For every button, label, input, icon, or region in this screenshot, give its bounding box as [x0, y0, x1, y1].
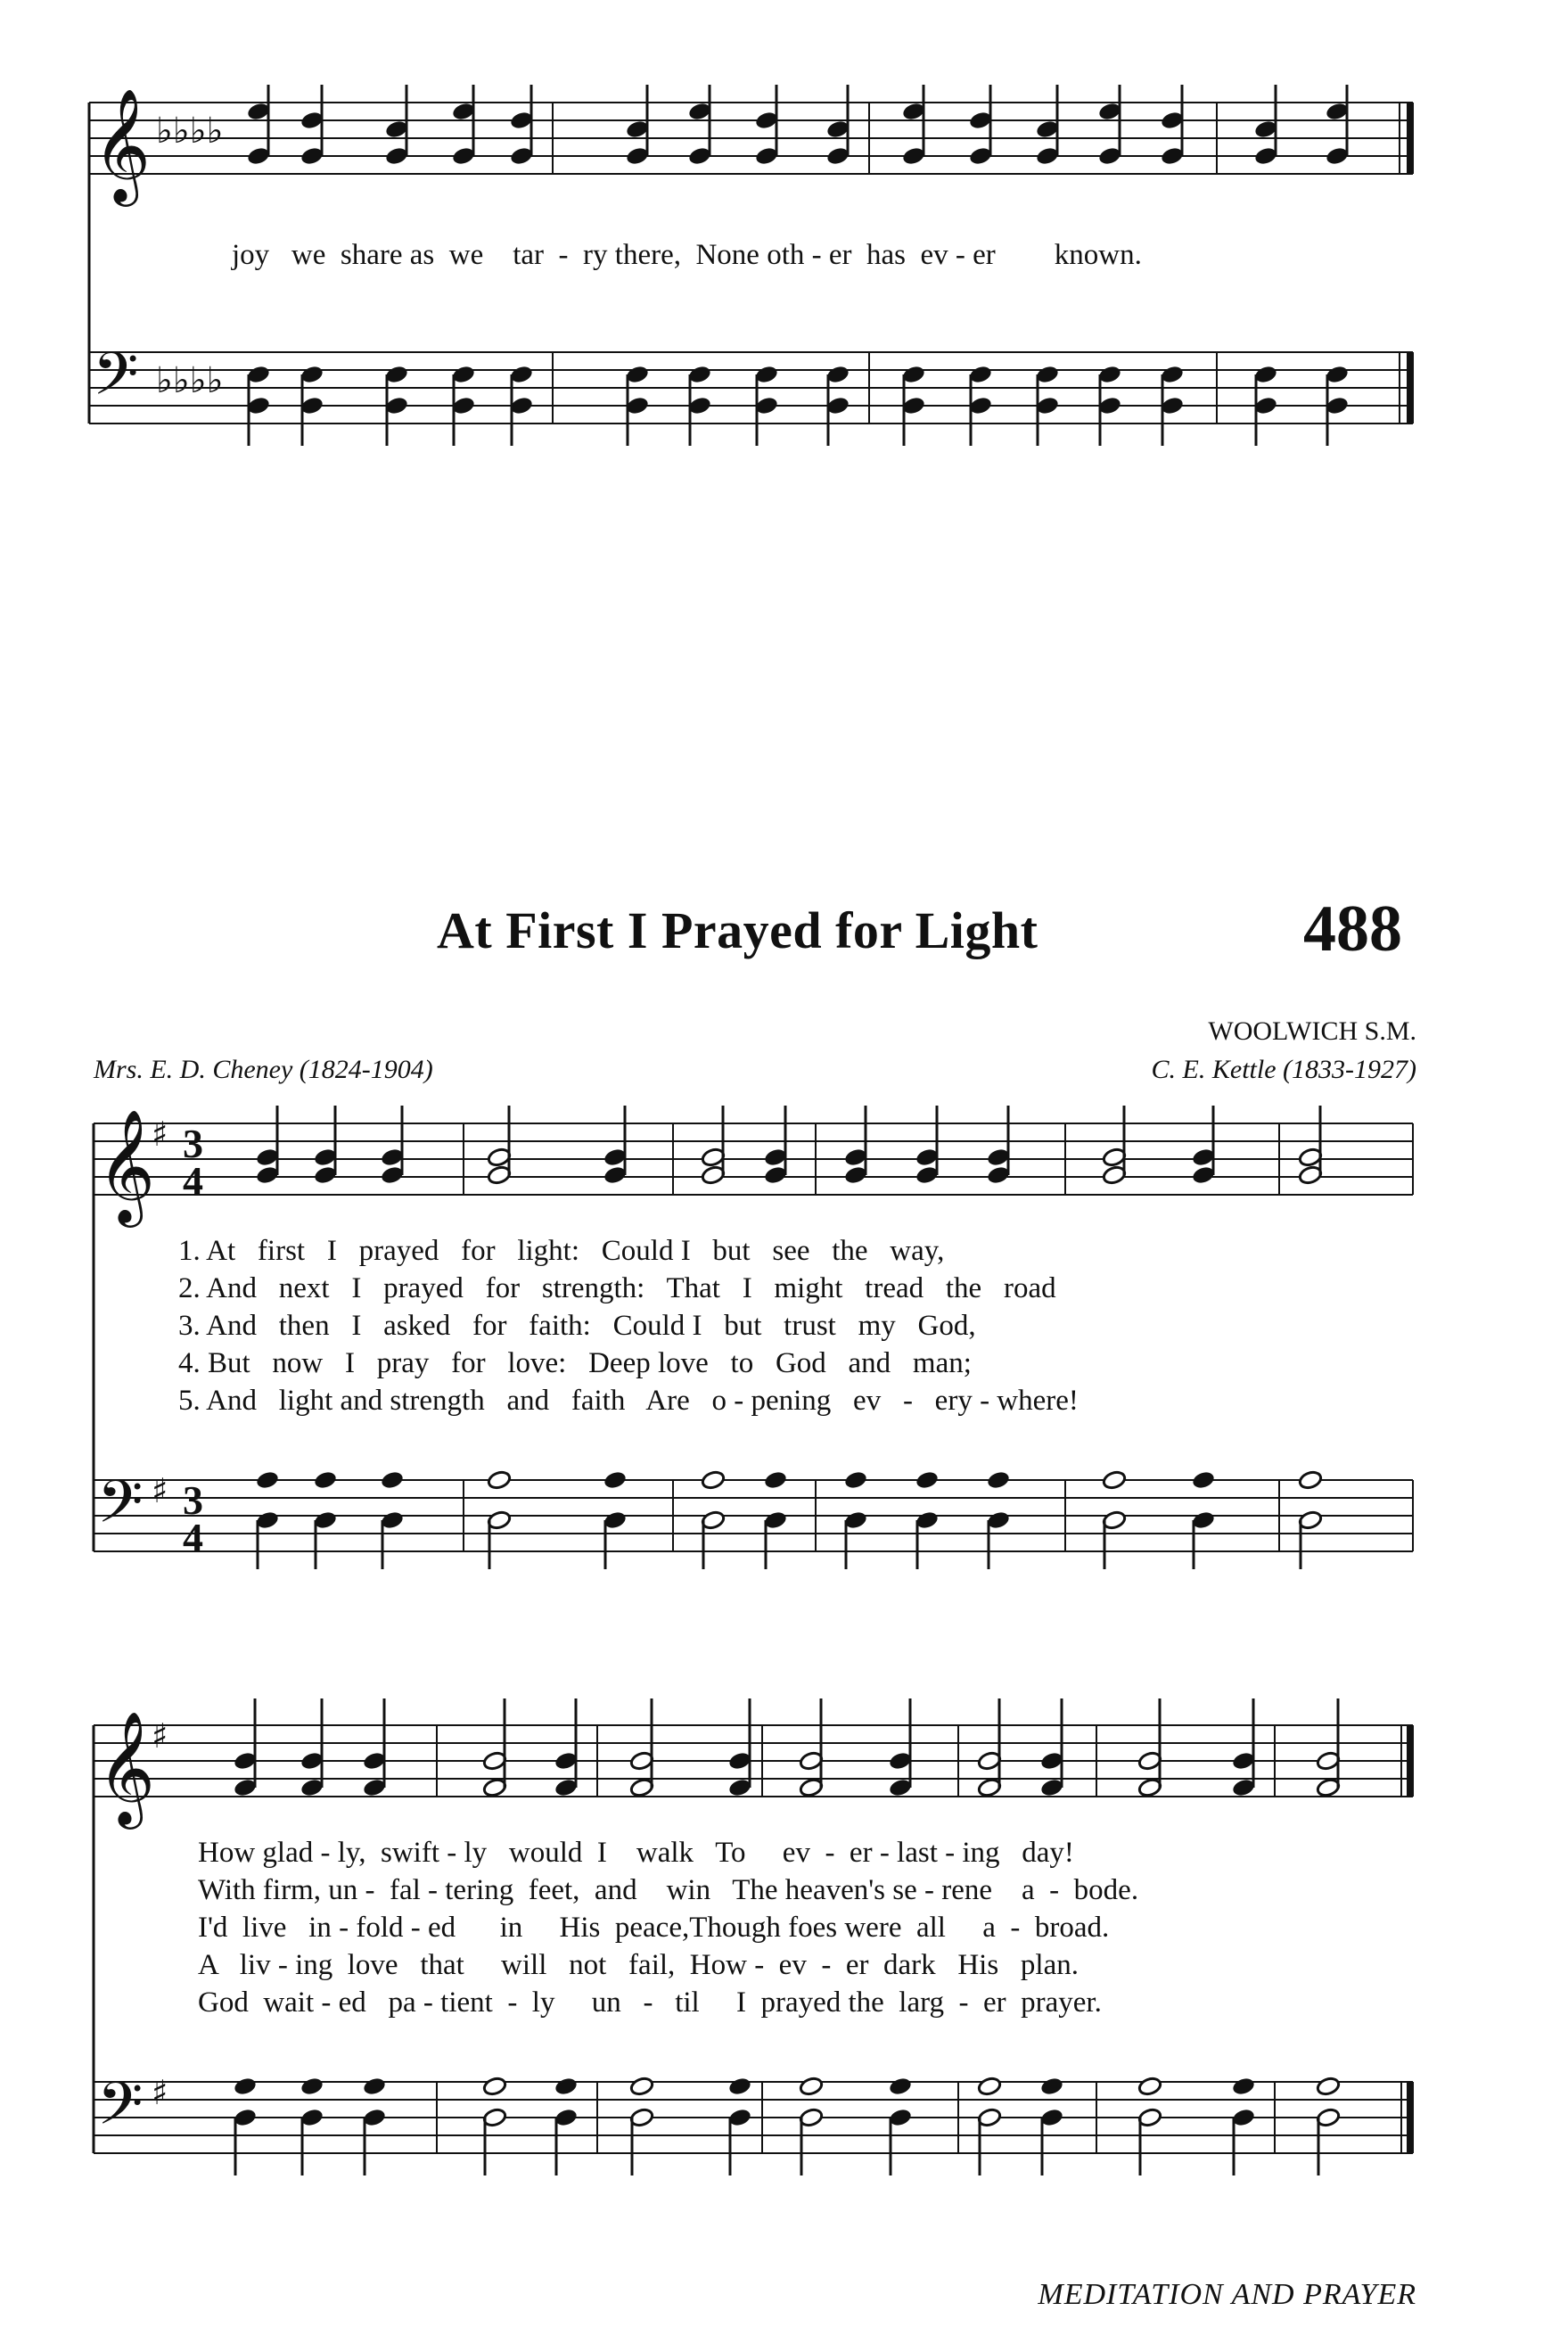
- tune-name: WOOLWICH S.M.: [1208, 1016, 1416, 1046]
- hymn-number: 488: [1303, 892, 1402, 966]
- note-head: [300, 2076, 324, 2096]
- svg-text:3: 3: [183, 1477, 203, 1523]
- staff-mid-treble: [94, 1123, 1413, 1195]
- verse-line: How glad - ly, swift - ly would I walk To ev - er - last - ing day!: [198, 1837, 1074, 1869]
- note-head: [727, 2076, 752, 2096]
- staff-bottom-bass: [94, 2082, 1413, 2153]
- svg-text:♭♭♭♭: ♭♭♭♭: [156, 360, 224, 401]
- note-head: [233, 2076, 258, 2096]
- svg-text:4: 4: [183, 1515, 203, 1560]
- note-head: [977, 2076, 1002, 2096]
- verse-line: With firm, un - fal - tering feet, and win The heaven's se - rene a - bode.: [198, 1874, 1139, 1906]
- note-head: [380, 1469, 405, 1490]
- verse-line: 1. At first I prayed for light: Could I but see the way,: [178, 1235, 945, 1267]
- verse-line: 3. And then I asked for faith: Could I but trust my God,: [178, 1310, 976, 1342]
- note-head: [888, 2076, 913, 2096]
- note-head: [986, 1469, 1011, 1490]
- verse-line: A liv - ing love that will not fail, How - ev - er dark His plan.: [198, 1949, 1080, 1981]
- note-head: [313, 1469, 338, 1490]
- bass-clef-icon: 𝄢: [97, 1468, 144, 1550]
- svg-text:3: 3: [183, 1121, 203, 1166]
- svg-text:♯: ♯: [152, 1471, 168, 1510]
- note-head: [1137, 2076, 1162, 2096]
- note-head: [1191, 1469, 1216, 1490]
- treble-clef-icon: 𝄞: [97, 1108, 156, 1222]
- treble-clef-icon: 𝄞: [93, 87, 152, 202]
- verse-line: I'd live in - fold - ed in His peace,Though foes were all a - broad.: [198, 1912, 1110, 1944]
- bass-clef-icon: 𝄢: [93, 340, 139, 423]
- note-head: [1316, 2076, 1341, 2096]
- staff-top-treble: [89, 103, 1413, 174]
- staff-bottom-treble: [94, 1725, 1413, 1797]
- staff-top-bass: [89, 352, 1413, 424]
- svg-text:♯: ♯: [152, 1716, 168, 1756]
- svg-text:4: 4: [183, 1158, 203, 1204]
- author-credit: Mrs. E. D. Cheney (1824-1904): [94, 1055, 433, 1084]
- note-head: [799, 2076, 824, 2096]
- note-head: [362, 2076, 387, 2096]
- hymn-title: At First I Prayed for Light: [437, 901, 1038, 959]
- note-head: [763, 1469, 788, 1490]
- section-footer: MEDITATION AND PRAYER: [1038, 2278, 1416, 2311]
- top-system-lyric: joy we share as we tar - ry there, None oth - er has ev - er known.: [232, 239, 1142, 271]
- treble-clef-icon: 𝄞: [97, 1710, 156, 1824]
- note-head: [554, 2076, 579, 2096]
- verse-line: 5. And light and strength and faith Are o - pening ev - ery - where!: [178, 1385, 1079, 1417]
- staff-mid-bass: [94, 1480, 1413, 1551]
- verse-line: 2. And next I prayed for strength: That I might tread the road: [178, 1272, 1056, 1304]
- note-head: [487, 1469, 512, 1490]
- note-head: [843, 1469, 868, 1490]
- bass-clef-icon: 𝄢: [97, 2069, 144, 2152]
- composer-credit: C. E. Kettle (1833-1927): [1151, 1055, 1416, 1084]
- note-head: [629, 2076, 654, 2096]
- note-head: [1298, 1469, 1323, 1490]
- note-head: [1039, 2076, 1064, 2096]
- verse-line: 4. But now I pray for love: Deep love to God and man;: [178, 1347, 972, 1379]
- note-head: [1102, 1469, 1127, 1490]
- note-head: [701, 1469, 726, 1490]
- note-head: [1231, 2076, 1256, 2096]
- svg-text:♯: ♯: [152, 1114, 168, 1154]
- verse-line: God wait - ed pa - tient - ly un - til I prayed the larg - er prayer.: [198, 1986, 1102, 2019]
- note-head: [915, 1469, 940, 1490]
- note-head: [603, 1469, 628, 1490]
- svg-text:♭♭♭♭: ♭♭♭♭: [156, 111, 224, 152]
- note-head: [255, 1469, 280, 1490]
- svg-text:♯: ♯: [152, 2073, 168, 2112]
- note-head: [482, 2076, 507, 2096]
